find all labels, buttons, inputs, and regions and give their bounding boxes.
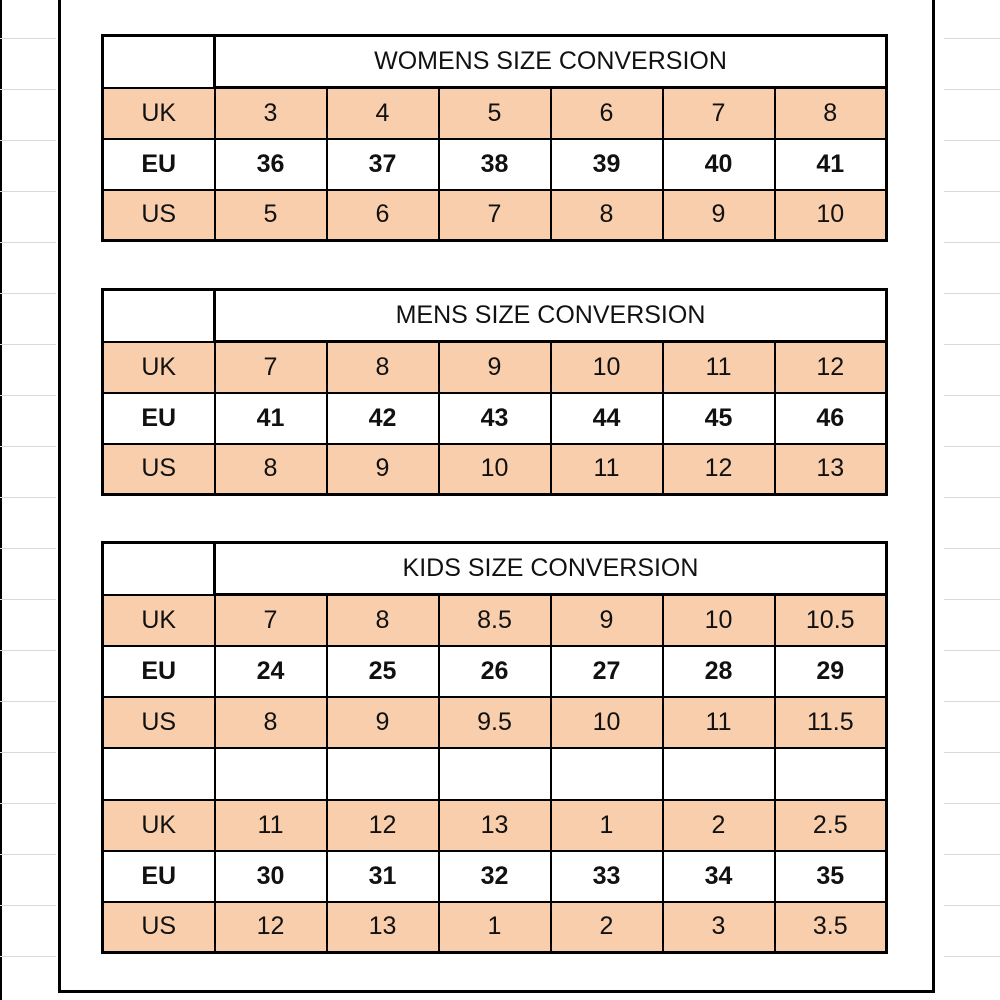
gridline-tick: [0, 854, 56, 855]
kids-row-uk: [103, 595, 887, 646]
table-cell: 35: [775, 851, 887, 902]
table-cell: 36: [215, 139, 327, 190]
womens-size-table: [101, 34, 888, 242]
table-cell: 2: [663, 800, 775, 851]
gridline-tick: [0, 191, 56, 192]
mens-row-uk: [103, 342, 887, 393]
table-cell: 6: [327, 190, 439, 241]
gridline-tick: [944, 905, 1000, 906]
mens-table-title: MENS SIZE CONVERSION: [215, 290, 887, 342]
table-cell: 13: [775, 444, 887, 495]
kids-row-us-2: [103, 902, 887, 953]
gridline-tick: [944, 599, 1000, 600]
mens-size-table: [101, 288, 888, 496]
table-cell: 8.5: [439, 595, 551, 646]
gridline-tick: [944, 38, 1000, 39]
table-cell: 34: [663, 851, 775, 902]
table-cell: 9: [439, 342, 551, 393]
table-cell: 7: [215, 342, 327, 393]
row-label: UK: [103, 800, 215, 851]
gridline-tick: [944, 701, 1000, 702]
kids-size-table: [101, 541, 888, 954]
row-label: EU: [103, 393, 215, 444]
table-cell: 42: [327, 393, 439, 444]
table-cell: 37: [327, 139, 439, 190]
table-cell: 1: [551, 800, 663, 851]
table-cell: 7: [663, 88, 775, 139]
womens-row-eu: [103, 139, 887, 190]
empty-cell: [327, 748, 439, 800]
gridline-tick: [0, 497, 56, 498]
gridline-tick: [0, 548, 56, 549]
table-cell: 41: [775, 139, 887, 190]
table-cell: 3: [663, 902, 775, 953]
gridline-tick: [0, 752, 56, 753]
kids-row-uk-2: [103, 800, 887, 851]
row-label: UK: [103, 342, 215, 393]
gridline-tick: [944, 191, 1000, 192]
table-cell: 8: [775, 88, 887, 139]
gridline-tick: [944, 497, 1000, 498]
table-cell: 25: [327, 646, 439, 697]
row-label: UK: [103, 595, 215, 646]
gridline-tick: [0, 242, 56, 243]
table-cell: 12: [327, 800, 439, 851]
row-label: EU: [103, 139, 215, 190]
kids-row-eu: [103, 646, 887, 697]
kids-spacer-row: [103, 748, 887, 800]
table-cell: 44: [551, 393, 663, 444]
table-cell: 13: [439, 800, 551, 851]
mens-row-us: [103, 444, 887, 495]
gridline-tick: [0, 446, 56, 447]
table-cell: 3.5: [775, 902, 887, 953]
gridline-tick: [0, 89, 56, 90]
gridline-tick: [944, 956, 1000, 957]
table-cell: 27: [551, 646, 663, 697]
womens-row-uk: [103, 88, 887, 139]
table-cell: 10: [775, 190, 887, 241]
table-cell: 5: [215, 190, 327, 241]
table-cell: 7: [439, 190, 551, 241]
gridline-tick: [0, 701, 56, 702]
table-cell: 10: [663, 595, 775, 646]
gridline-tick: [0, 956, 56, 957]
row-label: US: [103, 902, 215, 953]
mens-row-eu: [103, 393, 887, 444]
table-cell: 5: [439, 88, 551, 139]
table-cell: 9: [551, 595, 663, 646]
table-cell: 33: [551, 851, 663, 902]
empty-cell: [439, 748, 551, 800]
table-cell: 29: [775, 646, 887, 697]
gridline-tick: [0, 38, 56, 39]
table-cell: 8: [327, 342, 439, 393]
table-cell: 4: [327, 88, 439, 139]
table-cell: 12: [663, 444, 775, 495]
table-cell: 38: [439, 139, 551, 190]
gridline-tick: [944, 395, 1000, 396]
gridline-tick: [944, 650, 1000, 651]
gridline-tick: [0, 650, 56, 651]
table-cell: 2: [551, 902, 663, 953]
gridline-tick: [944, 752, 1000, 753]
table-cell: 9: [327, 444, 439, 495]
row-label: UK: [103, 88, 215, 139]
table-cell: 10: [551, 697, 663, 748]
table-cell: 11: [551, 444, 663, 495]
table-cell: 30: [215, 851, 327, 902]
row-label: US: [103, 697, 215, 748]
empty-cell: [663, 748, 775, 800]
table-cell: 7: [215, 595, 327, 646]
empty-cell: [775, 748, 887, 800]
table-cell: 32: [439, 851, 551, 902]
gridline-tick: [0, 803, 56, 804]
empty-cell: [215, 748, 327, 800]
row-label: US: [103, 444, 215, 495]
row-label: EU: [103, 851, 215, 902]
table-cell: 24: [215, 646, 327, 697]
table-cell: 13: [327, 902, 439, 953]
table-cell: 39: [551, 139, 663, 190]
table-cell: 11: [663, 697, 775, 748]
kids-table-title: KIDS SIZE CONVERSION: [215, 543, 887, 595]
gridline-tick: [944, 140, 1000, 141]
table-cell: 8: [327, 595, 439, 646]
gridline-tick: [944, 89, 1000, 90]
table-cell: 9: [327, 697, 439, 748]
kids-row-eu-2: [103, 851, 887, 902]
empty-cell: [551, 748, 663, 800]
table-cell: 9.5: [439, 697, 551, 748]
table-cell: 8: [551, 190, 663, 241]
table-cell: 11.5: [775, 697, 887, 748]
table-cell: 28: [663, 646, 775, 697]
table-cell: 41: [215, 393, 327, 444]
gridline-tick: [944, 293, 1000, 294]
table-cell: 10.5: [775, 595, 887, 646]
gridline-tick: [944, 803, 1000, 804]
table-cell: 12: [775, 342, 887, 393]
table-cell: 12: [215, 902, 327, 953]
gridline-tick: [944, 344, 1000, 345]
table-cell: 46: [775, 393, 887, 444]
table-cell: 8: [215, 444, 327, 495]
left-edge-rule: [0, 0, 2, 1000]
row-label: EU: [103, 646, 215, 697]
table-cell: 6: [551, 88, 663, 139]
gridline-tick: [944, 242, 1000, 243]
table-cell: 10: [439, 444, 551, 495]
gridline-tick: [0, 293, 56, 294]
gridline-tick: [0, 395, 56, 396]
gridline-tick: [0, 599, 56, 600]
table-cell: 26: [439, 646, 551, 697]
gridline-tick: [0, 344, 56, 345]
gridline-tick: [944, 548, 1000, 549]
table-cell: 1: [439, 902, 551, 953]
table-cell: 40: [663, 139, 775, 190]
table-cell: 3: [215, 88, 327, 139]
gridline-tick: [944, 854, 1000, 855]
gridline-tick: [0, 905, 56, 906]
table-cell: 11: [663, 342, 775, 393]
table-cell: 9: [663, 190, 775, 241]
table-cell: 43: [439, 393, 551, 444]
kids-row-us: [103, 697, 887, 748]
gridline-tick: [0, 140, 56, 141]
table-cell: 31: [327, 851, 439, 902]
womens-table-title: WOMENS SIZE CONVERSION: [215, 36, 887, 88]
row-label: US: [103, 190, 215, 241]
table-cell: 10: [551, 342, 663, 393]
table-cell: 8: [215, 697, 327, 748]
table-cell: 11: [215, 800, 327, 851]
table-cell: 2.5: [775, 800, 887, 851]
womens-row-us: [103, 190, 887, 241]
gridline-tick: [944, 446, 1000, 447]
table-cell: 45: [663, 393, 775, 444]
